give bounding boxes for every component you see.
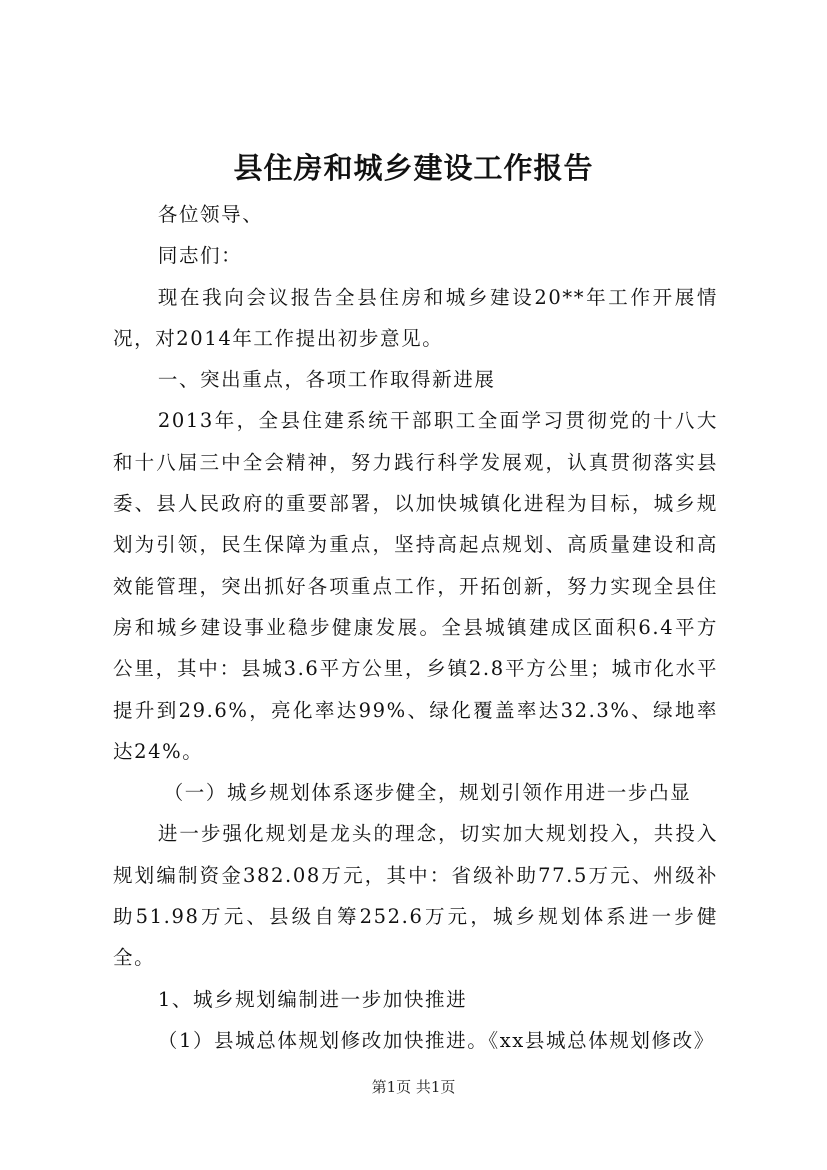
item-heading-1: 1、城乡规划编制进一步加快推进 xyxy=(157,987,468,1011)
subsection-heading-1: （一）城乡规划体系逐步健全，规划引领作用进一步凸显 xyxy=(163,781,692,805)
item-subheading-1: （1）县城总体规划修改加快推进。《xx县城总体规划修改》 xyxy=(157,1028,715,1052)
planning-paragraph: 进一步强化规划是龙头的理念，切实加大规划投入，共投入规划编制资金382.08万元，其中：省级补助77.5万元、州级补助51.98万元、县级自筹252.6万元，城乡规划体系进一步健全。 xyxy=(113,822,718,970)
salutation-leaders: 各位领导、 xyxy=(157,203,264,226)
salutation-comrades: 同志们： xyxy=(157,244,243,268)
document-title: 县住房和城乡建设工作报告 xyxy=(233,151,594,185)
document-body xyxy=(113,194,718,1061)
page-footer: 第1页 共1页 xyxy=(371,1078,456,1096)
summary-paragraph: 2013年，全县住建系统干部职工全面学习贯彻党的十八大和十八届三中全会精神，努力践行科学发展观，认真贯彻落实县委、县人民政府的重要部署，以加快城镇化进程为目标，城乡规划为引领，民生保障为重点，坚持高起点规划、高质量建设和高效能管理，突出抓好各项重点工作，开拓创新，努力实现全县住房和城乡建设事业稳步健康发展。全县城镇建成区面积6.4平方公里，其中：县城3.6平方公里，乡镇2.8平方公里；城市化水平提升到29.6%，亮化率达99%、绿化覆盖率达32.3%、绿地率达24%。 xyxy=(113,409,718,763)
section-heading-1: 一、突出重点，各项工作取得新进展 xyxy=(157,368,496,392)
intro-paragraph: 现在我向会议报告全县住房和城乡建设20**年工作开展情况，对2014年工作提出初步意见。 xyxy=(113,285,718,350)
